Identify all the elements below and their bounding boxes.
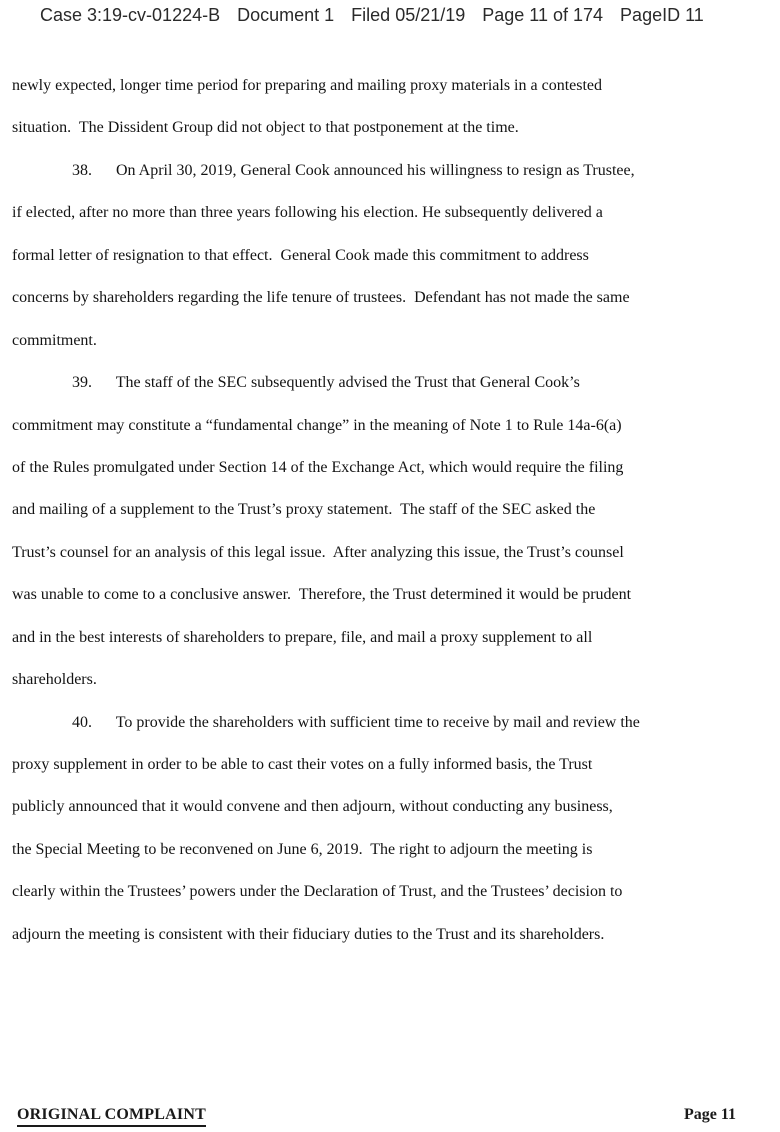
body-line: formal letter of resignation to that effect. General Cook made this commitment to address — [12, 246, 589, 264]
body-line: 39. The staff of the SEC subsequently advised the Trust that General Cook’s — [12, 374, 580, 392]
body-line: if elected, after no more than three years following his election. He subsequently delivered a — [12, 204, 603, 222]
body-line: shareholders. — [12, 671, 97, 689]
body-line: of the Rules promulgated under Section 14 of the Exchange Act, which would require the filing — [12, 458, 624, 476]
body-line: 38. On April 30, 2019, General Cook announced his willingness to resign as Trustee, — [12, 161, 635, 179]
ecf-stamp-header — [40, 5, 704, 26]
body-line: adjourn the meeting is consistent with their fiduciary duties to the Trust and its shareholders. — [12, 925, 605, 943]
body-line: clearly within the Trustees’ powers under the Declaration of Trust, and the Trustees’ decision to — [12, 883, 623, 901]
body-line: concerns by shareholders regarding the life tenure of trustees. Defendant has not made the same — [12, 289, 630, 307]
body-line: was unable to come to a conclusive answer. Therefore, the Trust determined it would be prudent — [12, 586, 632, 604]
body-line: commitment. — [12, 331, 97, 349]
header-filed-date: Filed 05/21/19 — [351, 5, 466, 25]
body-line: publicly announced that it would convene and then adjourn, without conducting any business, — [12, 798, 613, 816]
body-line: Trust’s counsel for an analysis of this legal issue. After analyzing this issue, the Trust’s counsel — [12, 543, 624, 561]
body-line: and mailing of a supplement to the Trust’s proxy statement. The staff of the SEC asked the — [12, 501, 596, 519]
body-line: 40. To provide the shareholders with sufficient time to receive by mail and review the — [12, 713, 640, 731]
footer-page-number: Page 11 — [684, 1106, 736, 1123]
page-footer — [17, 1106, 736, 1127]
body-line: and in the best interests of shareholders to prepare, file, and mail a proxy supplement to all — [12, 628, 593, 646]
body-line: the Special Meeting to be reconvened on June 6, 2019. The right to adjourn the meeting is — [12, 840, 593, 858]
header-document-label: Document 1 — [237, 5, 335, 25]
header-page-count: Page 11 of 174 — [482, 5, 604, 25]
body-line: situation. The Dissident Group did not object to that postponement at the time. — [12, 119, 519, 137]
body-line: proxy supplement in order to be able to cast their votes on a fully informed basis, the Trust — [12, 756, 593, 773]
header-case-number: Case 3:19-cv-01224-B — [40, 5, 221, 25]
footer-document-title: ORIGINAL COMPLAINT — [17, 1106, 206, 1127]
document-body — [12, 65, 772, 956]
body-line: newly expected, longer time period for preparing and mailing proxy materials in a contested — [12, 77, 603, 94]
header-pageid: PageID 11 — [620, 5, 704, 25]
body-line: commitment may constitute a “fundamental change” in the meaning of Note 1 to Rule 14a-6(a) — [12, 416, 622, 434]
